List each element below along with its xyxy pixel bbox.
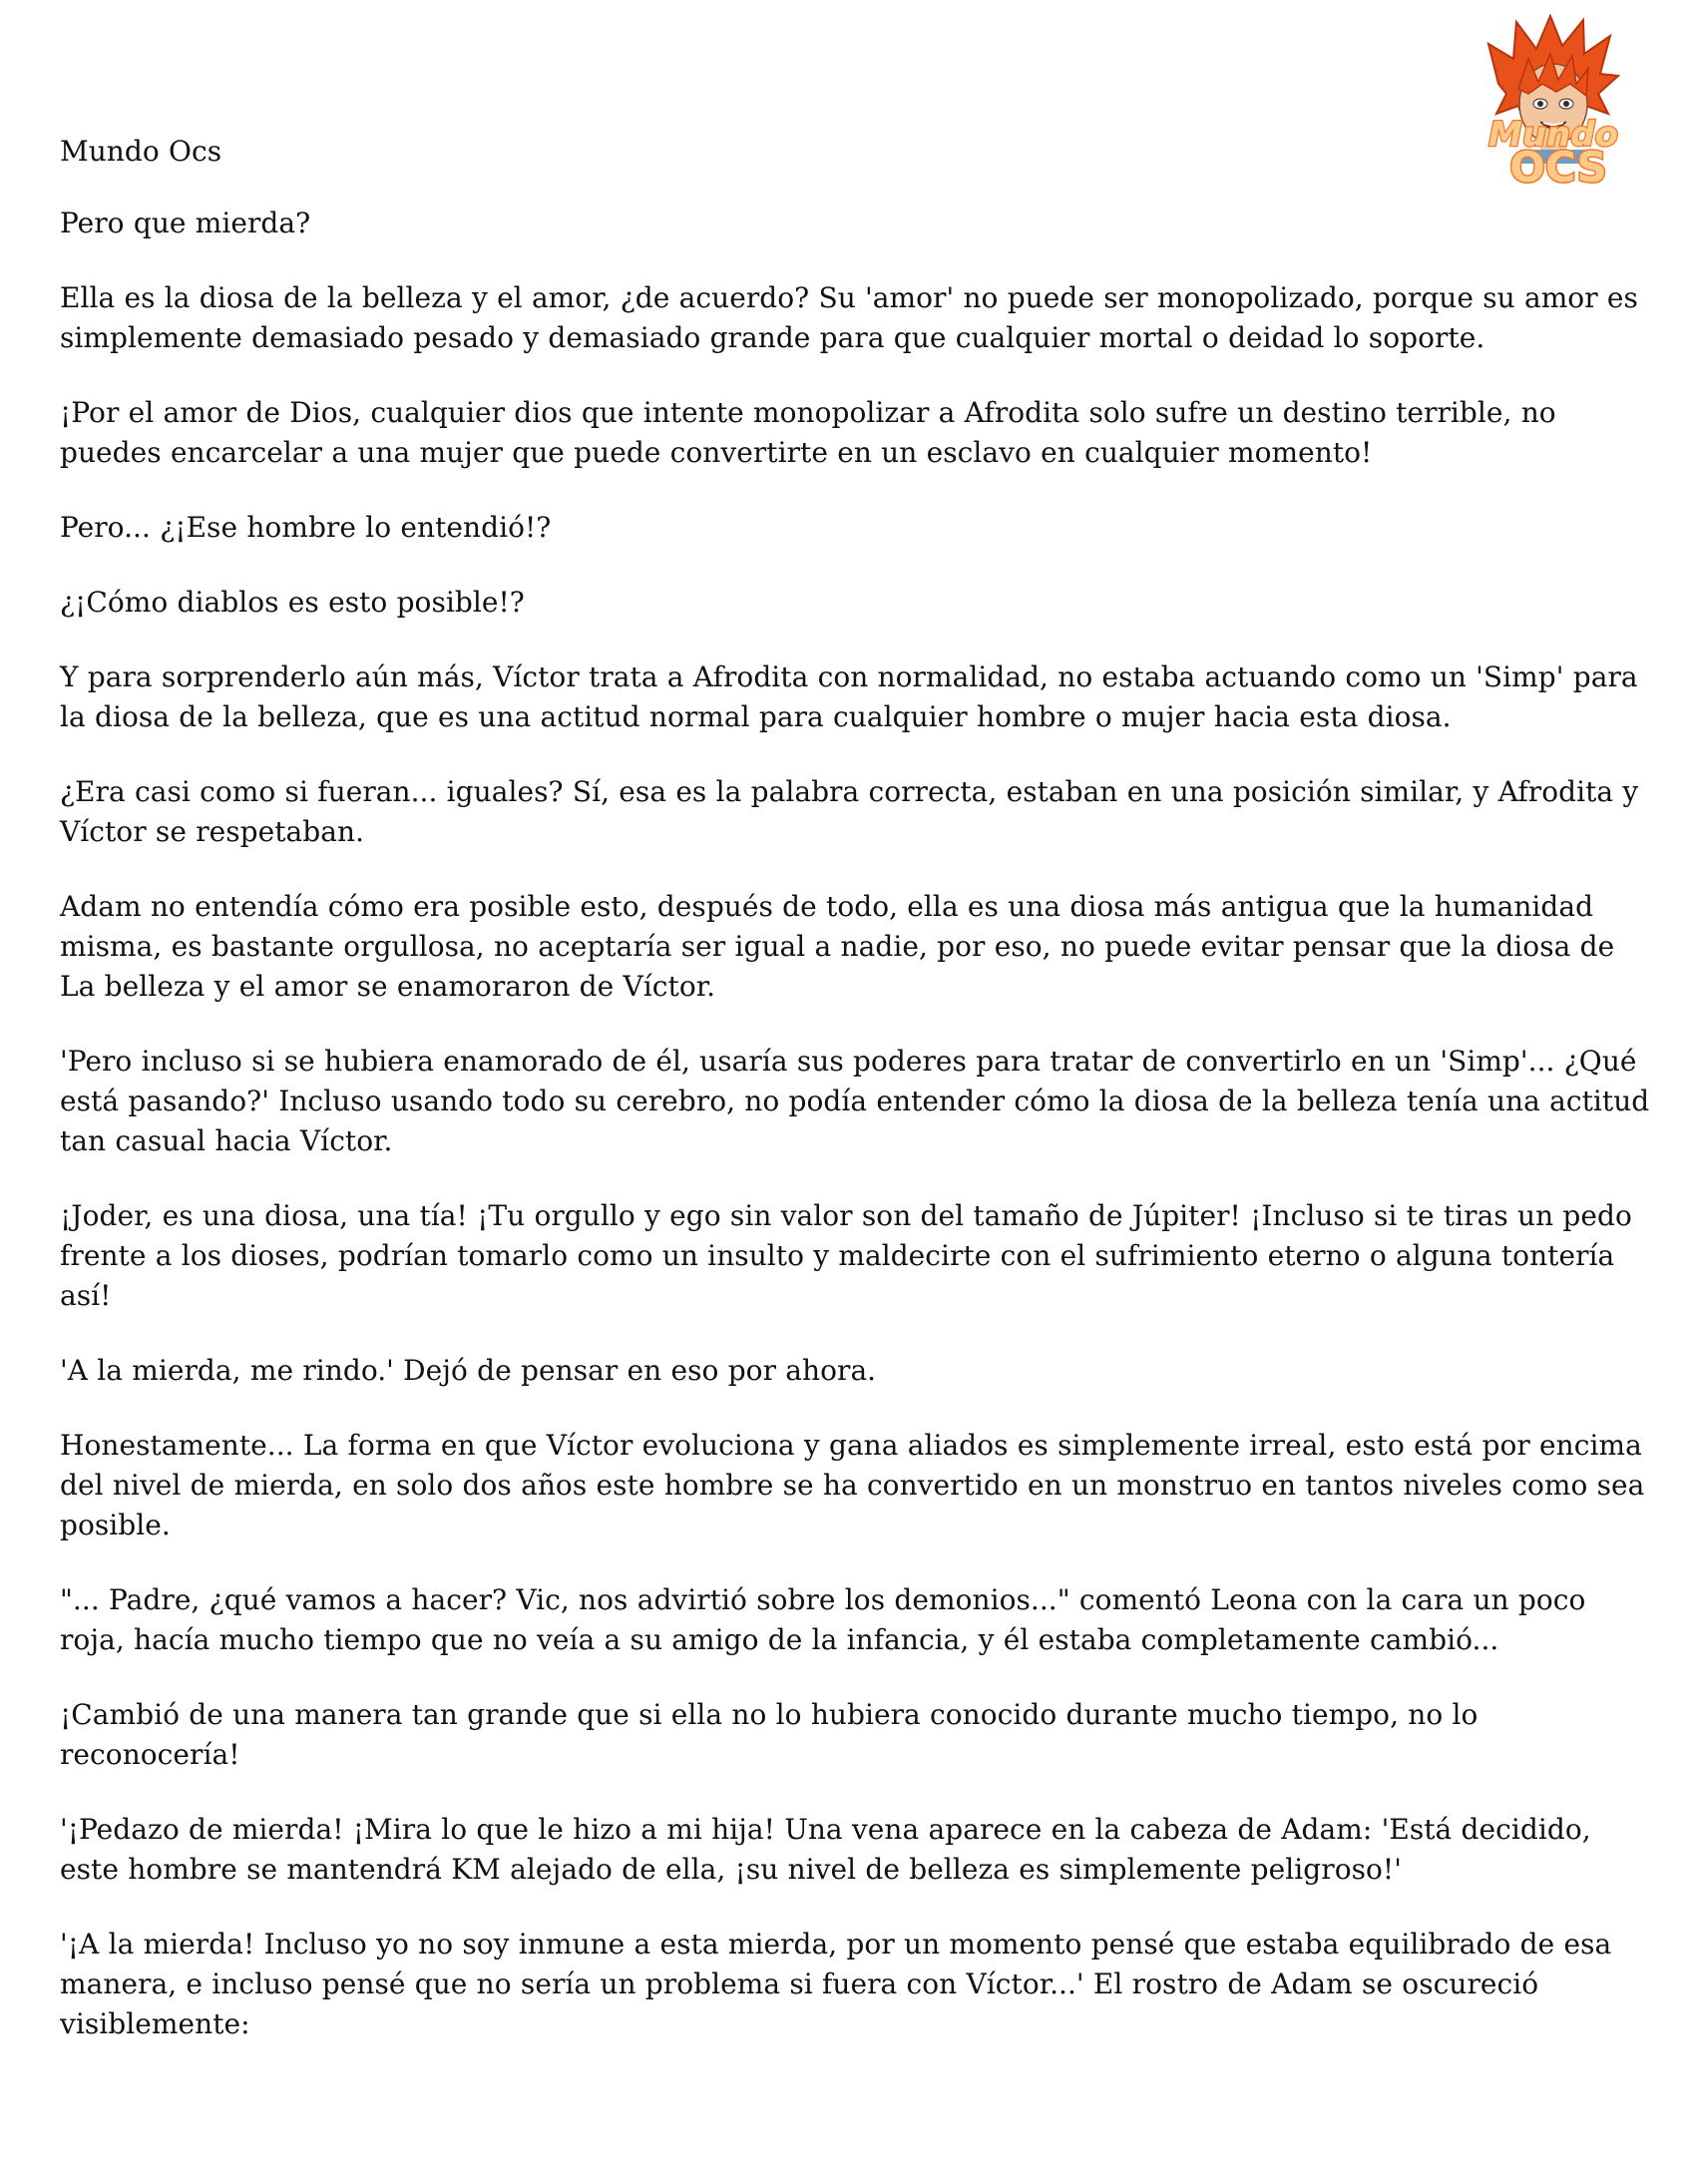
paragraph: '¡Pedazo de mierda! ¡Mira lo que le hizo a mi hija! Una vena aparece en la cabeza de Adam: 'Está decidido, este hombre se mantendrá KM alejado de ella, ¡su nivel de belleza es simplemente peligroso!' (60, 1813, 1591, 1886)
paragraph: "... Padre, ¿qué vamos a hacer? Vic, nos advirtió sobre los demonios..." comentó Leona con la cara un poco roja, hacía mucho tiempo que no veía a su amigo de la infancia, y él estaba completamente cambió... (60, 1583, 1586, 1656)
paragraph: Honestamente... La forma en que Víctor evoluciona y gana aliados es simplemente irreal, esto está por encima del nivel de mierda, en solo dos años este hombre se ha convertido en un monstruo en tantos niveles como sea posible. (60, 1429, 1645, 1541)
paragraph: 'Pero incluso si se hubiera enamorado de él, usaría sus poderes para tratar de convertirlo en un 'Simp'... ¿Qué está pasando?' Incluso usando todo su cerebro, no podía entender cómo la diosa de la belleza tenía una actitud tan casual hacia Víctor. (60, 1045, 1650, 1157)
paragraph: ¡Por el amor de Dios, cualquier dios que intente monopolizar a Afrodita solo sufre un destino terrible, no puedes encarcelar a una mujer que puede convertirte en un esclavo en cualquier momento! (60, 396, 1556, 469)
paragraph: ¿Era casi como si fueran... iguales? Sí, esa es la palabra correcta, estaban en una posición similar, y Afrodita y Víctor se respetaban. (60, 775, 1639, 848)
paragraph: Pero que mierda? (60, 207, 311, 239)
paragraph: Pero... ¿¡Ese hombre lo entendió!? (60, 511, 552, 544)
paragraph: 'A la mierda, me rindo.' Dejó de pensar en eso por ahora. (60, 1354, 877, 1387)
logo-text-line2: OCS (1509, 143, 1607, 189)
paragraph: '¡A la mierda! Incluso yo no soy inmune a esta mierda, por un momento pensé que estaba equilibrado de esa manera, e incluso pensé que no sería un problema si fuera con Víctor...' El rostro de Adam se oscureció visiblemente: (60, 1928, 1612, 2040)
paragraph: Ella es la diosa de la belleza y el amor, ¿de acuerdo? Su 'amor' no puede ser monopolizado, porque su amor es simplemente demasiado pesado y demasiado grande para que cualquier mortal o deidad lo soporte. (60, 281, 1638, 354)
paragraph: ¡Cambió de una manera tan grande que si ella no lo hubiera conocido durante mucho tiempo, no lo reconocería! (60, 1698, 1478, 1771)
paragraph: Y para sorprenderlo aún más, Víctor trata a Afrodita con normalidad, no estaba actuando como un 'Simp' para la diosa de la belleza, que es una actitud normal para cualquier hombre o mujer hacia esta diosa. (60, 660, 1638, 733)
paragraph: Adam no entendía cómo era posible esto, después de todo, ella es una diosa más antigua que la humanidad misma, es bastante orgullosa, no aceptaría ser igual a nadie, por eso, no puede evitar pensar que la diosa de La belleza y el amor se enamoraron de Víctor. (60, 890, 1615, 1003)
site-name: Mundo Ocs (60, 135, 222, 168)
paragraph: ¿¡Cómo diablos es esto posible!? (60, 586, 525, 619)
logo-text-line1: Mundo (1488, 115, 1618, 155)
paragraph: ¡Joder, es una diosa, una tía! ¡Tu orgullo y ego sin valor son del tamaño de Júpiter! ¡Incluso si te tiras un pedo frente a los dioses, podrían tomarlo como un insulto y maldecirte con el sufrimiento eterno o alguna tontería así! (60, 1199, 1632, 1312)
document-body (60, 132, 1656, 2079)
